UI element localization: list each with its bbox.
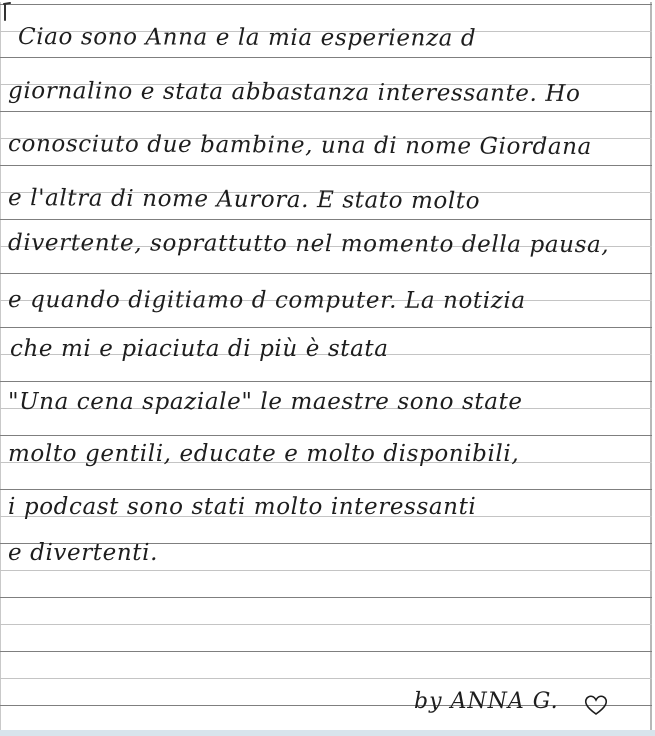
signature: by ANNA G. bbox=[414, 689, 559, 714]
rule-line bbox=[0, 4, 652, 5]
text-line-9: molto gentili, educate e molto disponibili, bbox=[8, 441, 520, 467]
rule-line bbox=[0, 651, 652, 652]
rule-line bbox=[0, 435, 652, 436]
text-line-1: Ciao sono Anna e la mia esperienza d bbox=[18, 24, 477, 52]
rule-line bbox=[0, 489, 652, 490]
text-line-5: divertente, soprattutto nel momento della pausa, bbox=[8, 230, 610, 259]
text-line-8: "Una cena spaziale" le maestre sono state bbox=[8, 389, 523, 415]
rule-line bbox=[0, 57, 652, 58]
text-line-2: giornalino e stata abbastanza interessante. Ho bbox=[8, 78, 581, 107]
text-line-4: e l'altra di nome Aurora. E stato molto bbox=[8, 185, 481, 215]
fine-rule-line bbox=[0, 678, 652, 679]
fine-rule-line bbox=[0, 570, 652, 571]
rule-line bbox=[0, 219, 652, 220]
rule-line bbox=[0, 381, 652, 382]
text-line-7: che mi e piaciuta di più è stata bbox=[10, 336, 389, 362]
text-line-3: conosciuto due bambine, una di nome Giordana bbox=[8, 131, 592, 161]
rule-line bbox=[0, 165, 652, 166]
heart-icon bbox=[582, 694, 610, 716]
text-line-11: e divertenti. bbox=[8, 540, 158, 566]
rule-line bbox=[0, 597, 652, 598]
fine-rule-line bbox=[0, 624, 652, 625]
rule-line bbox=[0, 273, 652, 274]
rule-line bbox=[0, 327, 652, 328]
bottom-edge-bar bbox=[0, 730, 655, 736]
text-line-6: e quando digitiamo d computer. La notizia bbox=[8, 287, 526, 314]
rule-line bbox=[0, 111, 652, 112]
tick-mark bbox=[2, 2, 12, 22]
text-line-10: i podcast sono stati molto interessanti bbox=[8, 494, 477, 520]
